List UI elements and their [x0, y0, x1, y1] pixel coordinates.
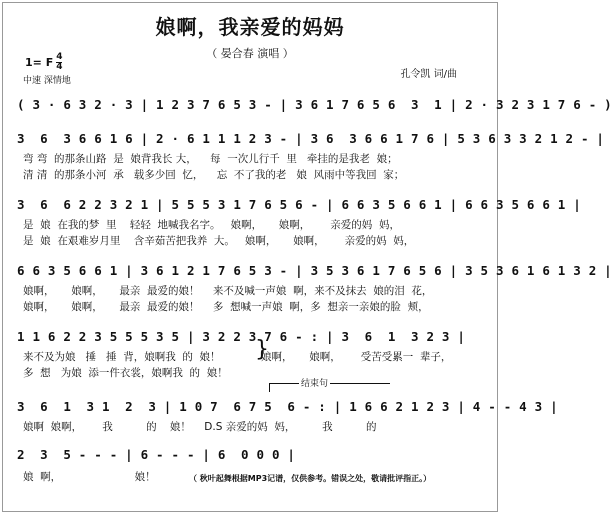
- lyric-row-5b: 多 想 为娘 添一件衣裳，娘啊我 的 娘！: [23, 367, 228, 379]
- lyric-row-5a: 来不及为娘 捶 捶 背，娘啊我 的 娘！: [23, 351, 221, 363]
- lyric-row-2b: 清 清 的那条小河 承 载多少回 忆， 忘 不了我的老 娘 风雨中等我回 家；: [23, 169, 405, 181]
- lyric-row-4b: 娘啊， 娘啊， 最亲 最爱的娘！ 多 想喊一声娘 啊，多 想亲一亲娘的脸 颊，: [23, 301, 429, 313]
- lyric-row-2a: 弯 弯 的那条山路 是 娘背我长 大， 每 一次儿行千 里 牵挂的是我老 娘；: [23, 153, 398, 165]
- tempo-marking: 中速 深情地: [23, 76, 71, 86]
- notation-row-3: 3 6 6 2 2 3 2 1 | 5 5 5 3 1 7 6 5 6 - | 6 6 3 5 6 6 1 | 6 6 3 5 6 6 1 |: [17, 197, 581, 212]
- notation-row-7: 2 3 5 - - - | 6 - - - | 6 0 0 0 |: [17, 447, 296, 462]
- notation-row-2: 3 6 3 6 6 1 6 | 2 · 6 1 1 1 2 3 - | 3 6 3 6 6 1 7 6 | 5 3 6 3 3 2 1 2 - |: [17, 131, 605, 146]
- song-title: 娘啊，我亲爱的妈妈: [155, 15, 345, 39]
- composer-credit: 孔令凯 词/曲: [400, 69, 457, 80]
- notation-row-6: 3 6 1 3 1 2 3 | 1 0 7 6 7 5 6 - : | 1 6 6 2 1 2 3 | 4 - - 4 3 |: [17, 399, 558, 414]
- time-signature-top: 4: [56, 52, 63, 62]
- time-signature: [56, 53, 62, 72]
- brace-lyric: 娘啊， 娘啊， 受苦受累一 辈子，: [261, 351, 452, 363]
- notation-row-5: 1 1 6 2 2 3 5 5 5 3 5 | 3 2 2 3 7 6 - : | 3 6 1 3 2 3 |: [17, 329, 466, 344]
- ending-label: 结束句: [299, 376, 330, 389]
- transcription-note: （ 秋叶起舞根据MP3记谱，仅供参考。错误之处，敬请批评指正。）: [189, 474, 432, 483]
- repeat-brace: }: [255, 337, 269, 362]
- time-signature-bottom: 4: [56, 62, 63, 72]
- notation-row-1: ( 3 · 6 3 2 · 3 | 1 2 3 7 6 5 3 - | 3 6 1 7 6 5 6 3 1 | 2 · 3 2 3 1 7 6 - ): [17, 97, 612, 112]
- key-signature: [25, 53, 62, 72]
- lyric-row-3b: 是 娘 在艰难岁月里 含辛茹苦把我养 大。 娘啊， 娘啊， 亲爱的妈 妈，: [23, 235, 415, 247]
- score-sheet: [2, 2, 612, 512]
- performer-credit: （ 晏合春 演唱 ）: [206, 47, 294, 60]
- lyric-row-4a: 娘啊， 娘啊， 最亲 最爱的娘！ 来不及喊一声娘 啊，来不及抹去 娘的泪 花，: [23, 285, 433, 297]
- lyric-row-6: 娘啊 娘啊， 我 的 娘！ D.S 亲爱的妈 妈， 我 的: [23, 421, 377, 433]
- lyric-row-7: 娘 啊， 娘！: [23, 471, 156, 483]
- notation-row-4: 6 6 3 5 6 6 1 | 3 6 1 2 1 7 6 5 3 - | 3 5 3 6 1 7 6 5 6 | 3 5 3 6 1 6 1 3 2 |: [17, 263, 612, 278]
- key-prefix: 1= F: [25, 56, 54, 69]
- lyric-row-3a: 是 娘 在我的梦 里 轻轻 地喊我名字。 娘啊， 娘啊， 亲爱的妈 妈，: [23, 219, 400, 231]
